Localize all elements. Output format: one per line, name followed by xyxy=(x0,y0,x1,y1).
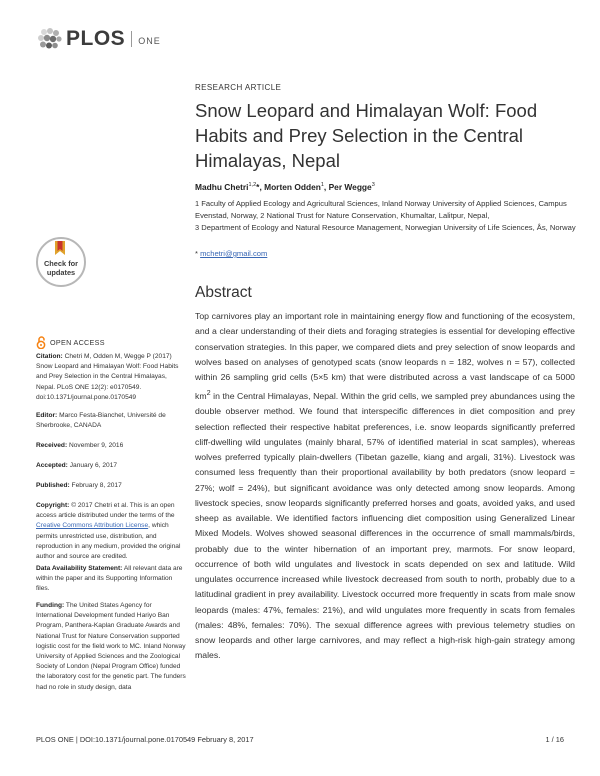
author-affiliation-marker: 1,2 xyxy=(248,182,257,189)
author-affiliation-marker: 1 xyxy=(320,182,324,189)
check-updates-line: updates xyxy=(46,268,76,277)
abstract-body xyxy=(195,309,575,664)
abstract-text: Top carnivores play an important role in maintaining energy flow and functioning of the ecosystem, and a clear understanding of their diets and foraging strategies is essential for developing effective conservation strategies. In this paper, we compared diets and prey selection of snow leopards and wolves based on analyses of genotyped scats (snow leopards n = 182, wolves n = 57), collected within 26 sampling grid cells (5×5 km) that were distributed across a vast landscape of ca 5000 km xyxy=(195,311,575,402)
editor-block xyxy=(36,411,186,431)
citation-block xyxy=(36,352,186,403)
open-lock-icon xyxy=(36,336,46,349)
author-name[interactable]: Madhu Chetri xyxy=(195,182,249,192)
abstract-text: in the Central Himalayas, Nepal. Within the grid cells, we sampled prey abundances using the double observer method. We found that interspecific differences in diet composition and prey selection reflected their respective habitat preferences, i.e. snow leopards significantly preferred cliff-dwelling wild ungulates (mainly bharal, 57% of identified material in scat samples), whereas wolves preferred typically plain-dwellers (Tibetan gazelle, kiang and argali, 31%). Livestock was consumed less frequently than their proportional availability by both predators (snow leopard = 27%; wolf = 24%), but significant avoidance was only detected among snow leopards. Among livestock species, snow leopards significantly preferred horses and goats, avoided yaks, and used sheep as available. We identified factors influencing diet composition using Generalized Linear Mixed Models. Wolves showed seasonal differences in the occurrence of small mammals/birds, probably due to the winter hibernation of an important prey, marmots. For snow leopard, occurrence of both wild ungulates and livestock in scats depended on sex and latitude. Wild ungulates occurrence increased while livestock decreased from south to north, probably due to a latitudinal gradient in prey availability. Livestock occurred more frequently in scats from male snow leopards (males: 47%, females: 21%), and wild ungulates more frequently in scats from females (males: 48%, females: 70%). The sexual difference agrees with previous telemetry studies on snow leopards and other large carnivores, and may reflect a high-risk high-gain strategy among males. xyxy=(195,391,575,661)
copyright-label: Copyright: xyxy=(36,502,70,509)
published-value: February 8, 2017 xyxy=(71,482,122,489)
author-name[interactable]: Per Wegge xyxy=(328,182,372,192)
affiliation-number: 2 xyxy=(260,211,265,220)
open-access-label: OPEN ACCESS xyxy=(50,338,105,347)
editor-label: Editor: xyxy=(36,412,58,419)
footer-citation: PLOS ONE | DOI:10.1371/journal.pone.0170549 February 8, 2017 xyxy=(36,735,254,744)
published-label: Published: xyxy=(36,482,70,489)
check-for-updates-badge[interactable] xyxy=(36,237,86,287)
funding-label: Funding: xyxy=(36,602,65,609)
affiliation-text: National Trust for Nature Conservation, Khumaltar, Lalitpur, Nepal, xyxy=(266,211,490,220)
copyright-block xyxy=(36,501,186,562)
copyright-text: © 2017 Chetri et al. This is an open access article distributed under the terms of the xyxy=(36,502,175,520)
check-updates-line: Check for xyxy=(43,259,79,268)
corresponding-email-link[interactable]: mchetri@gmail.com xyxy=(200,249,268,258)
funding-block xyxy=(36,601,186,693)
affiliation-number: 3 xyxy=(195,223,200,232)
author-list: Madhu Chetri$^{1,2}$*, Morten Odden$^1$, Per Wegge$^3$ xyxy=(195,182,375,192)
funding-text: The United States Agency for International Development funded Hariyo Ban Program, Panthera-Kaplan Graduate Awards and National Trust for Nature Conservation supported logistic cost for the field work to MC. Inland Norway University of Applied Sciences and the Zoological Society of London (Nepal Program Office) funded the laboratory cost for the genetic part. The funders had no role in study design, data xyxy=(36,602,186,691)
logo-plos-text: PLOS xyxy=(66,27,126,50)
article-title: Snow Leopard and Himalayan Wolf: Food Habits and Prey Selection in the Central Himalayas, Nepal xyxy=(195,100,538,171)
author-name[interactable]: Morten Odden xyxy=(264,182,321,192)
copyright-text: , which permits unrestricted use, distribution, and reproduction in any medium, provided the original author and source are credited. xyxy=(36,522,181,561)
logo-divider xyxy=(131,31,132,47)
affiliation-number: 1 xyxy=(195,199,200,208)
plos-logo-icon xyxy=(36,26,64,52)
bookmark-icon xyxy=(53,241,67,255)
affiliation-text: Faculty of Applied Ecology and Agricultural Sciences, Inland Norway University of Applied Sciences, Campus Evenstad, Norway, xyxy=(195,199,567,220)
open-access-badge xyxy=(36,336,105,349)
data-availability-text: All relevant data are within the paper and its Supporting Information files. xyxy=(36,565,183,593)
published-date xyxy=(36,481,186,491)
license-link[interactable]: Creative Commons Attribution License xyxy=(36,522,149,530)
logo-journal-text: ONE xyxy=(138,35,161,46)
received-date xyxy=(36,441,186,451)
affiliation-text: Department of Ecology and Natural Resource Management, Norwegian University of Life Sciences, Ås, Norway xyxy=(201,223,576,232)
received-value: November 9, 2016 xyxy=(69,442,124,449)
page-number: 1 / 16 xyxy=(545,735,564,744)
affiliations xyxy=(195,198,580,234)
check-updates-label xyxy=(36,259,86,277)
abstract-superscript: 2 xyxy=(206,388,211,398)
citation-text: Chetri M, Odden M, Wegge P (2017) Snow Leopard and Himalayan Wolf: Food Habits and Prey Selection in the Central Himalayas, Nepal. PLoS ONE 12(2): e0170549. doi:10.1371/journal.pone.0170549 xyxy=(36,353,179,401)
editor-text: Marco Festa-Bianchet, Université de Sherbrooke, CANADA xyxy=(36,412,166,430)
accepted-value: January 6, 2017 xyxy=(69,462,118,469)
accepted-label: Accepted: xyxy=(36,462,68,469)
data-availability-block xyxy=(36,564,186,595)
corresponding-marker: * xyxy=(256,182,260,192)
citation-label: Citation: xyxy=(36,353,63,360)
data-availability-label: Data Availability Statement: xyxy=(36,565,123,572)
plos-one-logo xyxy=(36,26,161,52)
corresponding-author xyxy=(195,249,267,258)
corresponding-marker: * xyxy=(195,249,198,258)
author-affiliation-marker: 3 xyxy=(371,182,375,189)
abstract-heading: Abstract xyxy=(195,284,252,301)
received-label: Received: xyxy=(36,442,68,449)
accepted-date xyxy=(36,461,186,471)
article-type: RESEARCH ARTICLE xyxy=(195,83,282,92)
